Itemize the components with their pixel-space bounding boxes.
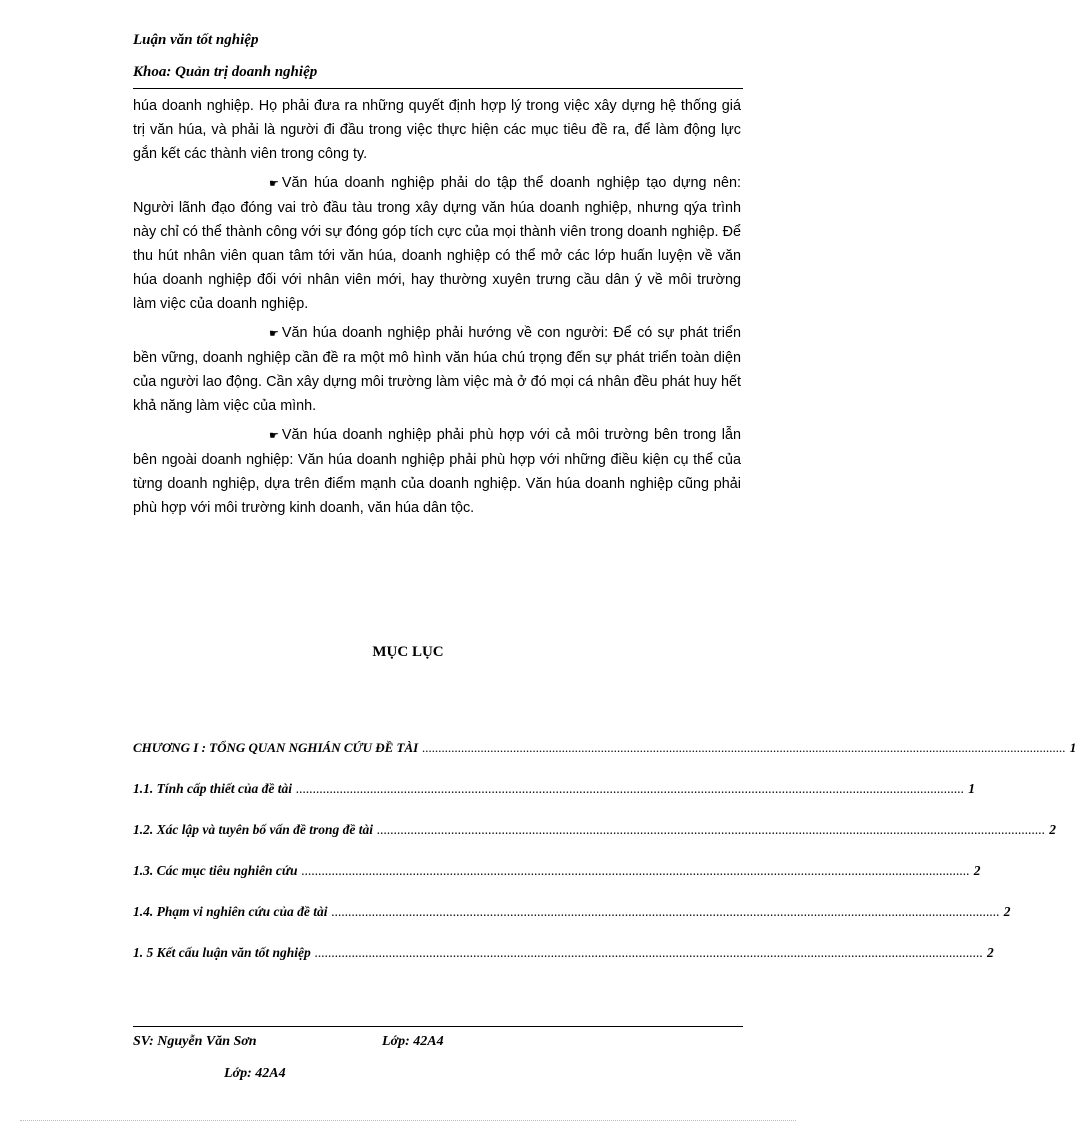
toc-entry-chapter-1[interactable] [133, 740, 1076, 760]
hand-pointer-icon: ☛ [269, 430, 279, 442]
toc-entry-label: 1.2. Xác lập và tuyên bố vấn đề trong đề tài [133, 822, 373, 837]
paragraph-2 [133, 171, 741, 316]
toc-leader-dots: ...................................................................................................................................................................................................... [422, 740, 1066, 755]
toc-leader-dots: ...................................................................................................................................................................................................... [331, 904, 1000, 919]
toc-entry-1-5[interactable] [133, 945, 994, 965]
toc-leader-dots: ...................................................................................................................................................................................................... [301, 863, 970, 878]
toc-entry-page: 1 [1069, 740, 1076, 755]
paragraph-4-text: Văn húa doanh nghiệp phải phù hợp với cả môi trường bên trong lẫn bên ngoài doanh nghiệp: Văn húa doanh nghiệp phải phù hợp với những điều kiện cụ thể của từng doanh nghiệp, dựa trên điểm mạnh của doanh nghiệp. Văn húa doanh nghiệp cũng phải phù hợp với môi trường kinh doanh, văn húa dân tộc. [133, 427, 741, 516]
toc-entry-1-1[interactable] [133, 781, 976, 801]
header-faculty: Khoa: Quản trị doanh nghiệp [133, 64, 318, 80]
toc-leader-dots: ...................................................................................................................................................................................................... [296, 781, 965, 796]
toc-entry-1-4[interactable] [133, 904, 1011, 924]
header-title: Luận văn tốt nghiệp [133, 32, 259, 48]
toc-entry-label: 1.1. Tính cấp thiết của đề tài [133, 781, 293, 796]
hand-pointer-icon: ☛ [269, 328, 279, 340]
paragraph-3 [133, 321, 741, 418]
toc-entry-page: 2 [1003, 904, 1011, 919]
toc-entry-1-2[interactable] [133, 822, 1056, 842]
paragraph-2-text: Văn húa doanh nghiệp phải do tập thể doanh nghiệp tạo dựng nên: Người lãnh đạo đóng vai trò đầu tàu trong xây dựng văn húa doanh nghiệp, nhưng qýa trình này chỉ có thể thành công với sự đóng góp tích cực của mọi thành viên trong doanh nghiệp. Để thu hút nhân viên quan tâm tới văn húa, doanh nghiệp có thể mở các lớp huấn luyện về văn húa doanh nghiệp đối với nhân viên mới, hay thường xuyên trưng cầu dân ý về môi trường làm việc của doanh nghiệp. [133, 175, 741, 312]
paragraph-3-text: Văn húa doanh nghiệp phải hướng về con người: Để có sự phát triển bền vững, doanh nghiệp cần đề ra một mô hình văn húa chú trọng đến sự phát triển toàn diện của người lao động. Cần xây dựng môi trường làm việc mà ở đó mọi cá nhân đều phát huy hết khả năng làm việc của mình. [133, 325, 741, 414]
toc-leader-dots: ...................................................................................................................................................................................................... [377, 822, 1046, 837]
toc-title: MỤC LỤC [372, 644, 444, 660]
toc-entry-page: 1 [968, 781, 976, 796]
footer-class: Lớp: 42A4 [382, 1034, 444, 1049]
toc-entry-label: 1. 5 Kết cấu luận văn tốt nghiệp [133, 945, 311, 960]
toc-leader-dots: ...................................................................................................................................................................................................... [314, 945, 984, 960]
hand-pointer-icon: ☛ [269, 178, 279, 190]
toc-entry-label: CHƯƠNG I : TỔNG QUAN NGHIÁN CỨU ĐỀ TÀI [133, 740, 419, 755]
paragraph-1: húa doanh nghiệp. Họ phải đưa ra những quyết định hợp lý trong việc xây dựng hệ thống giá trị văn húa, và phải là người đi đầu trong việc thực hiện các mục tiêu đề ra, để làm động lực gắn kết các thành viên trong công ty. [133, 98, 741, 162]
page-edge [20, 1120, 796, 1121]
toc-entry-page: 2 [1049, 822, 1056, 837]
footer-student: SV: Nguyễn Văn Sơn [133, 1034, 257, 1049]
body-text [133, 94, 741, 525]
paragraph-4 [133, 423, 741, 520]
toc-entry-1-3[interactable] [133, 863, 981, 883]
toc-entry-label: 1.4. Phạm vi nghiên cứu của đề tài [133, 904, 328, 919]
toc-entry-page: 2 [987, 945, 994, 960]
footer-class-repeat: Lớp: 42A4 [224, 1066, 286, 1081]
toc-entry-page: 2 [973, 863, 981, 878]
toc-entry-label: 1.3. Các mục tiêu nghiên cứu [133, 863, 298, 878]
header-divider [133, 88, 743, 89]
footer-divider [133, 1026, 743, 1027]
